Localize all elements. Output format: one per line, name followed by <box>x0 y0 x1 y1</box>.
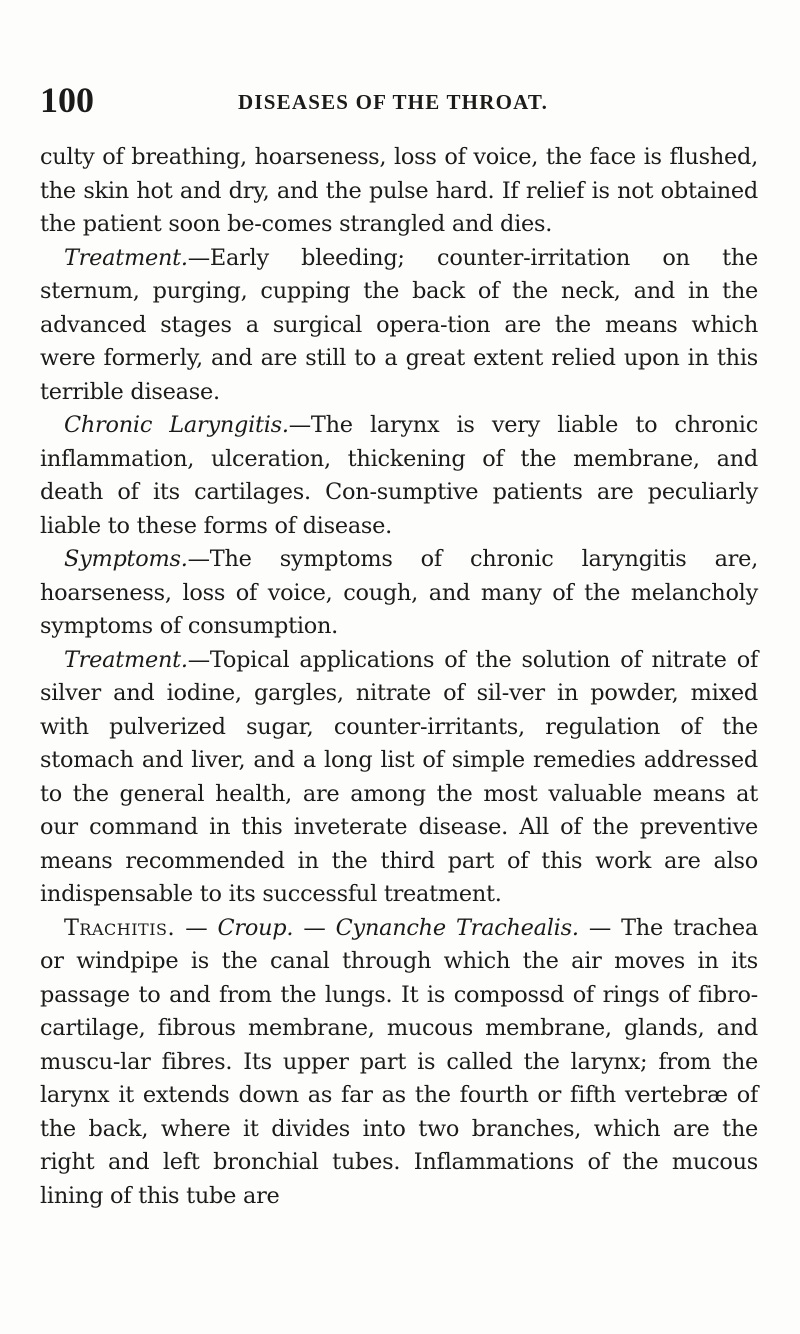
section-heading-treatment: Treatment. <box>64 646 188 673</box>
section-heading-treatment: Treatment. <box>64 244 188 271</box>
paragraph-text: —The symptoms of chronic laryngitis are, hoarseness, loss of voice, cough, and many of the melancholy symptoms of consumption. <box>40 546 758 639</box>
paragraph-chronic-laryngitis <box>40 409 758 543</box>
paragraph-text: —Early bleeding; counter-irritation on the sternum, purging, cupping the back of the neck, and in the advanced stages a surgical opera-tion are the means which were formerly, and are still to a great extent relied upon in this terrible disease. <box>40 244 758 405</box>
paragraph-treatment-chronic <box>40 644 758 912</box>
section-heading-croup: Croup. <box>217 914 294 941</box>
section-heading-cynanche-trachealis: Cynanche Trachealis. <box>335 914 579 941</box>
page-number: 100 <box>40 80 94 120</box>
paragraph-text: culty of breathing, hoarseness, loss of voice, the face is flushed, the skin hot and dry, and the pulse hard. If relief is not obtained the patient soon be-comes strangled and dies. <box>40 144 758 237</box>
section-heading-chronic-laryngitis: Chronic Laryngitis. <box>64 412 289 438</box>
paragraph-symptoms-chronic <box>40 543 758 644</box>
paragraph-text: —The larynx is very liable to chronic inflammation, ulceration, thickening of the membrane, and death of its cartilages. Con-sumptive patients are peculiarly liable to these forms of disease. <box>40 412 758 539</box>
section-heading-symptoms: Symptoms. <box>64 546 188 572</box>
section-heading-trachitis: Trachitis. <box>64 914 176 941</box>
heading-separator: — <box>175 914 218 941</box>
paragraph-symptoms-continued <box>40 141 758 242</box>
heading-separator: — <box>293 914 336 941</box>
paragraph-text: —Topical applications of the solution of nitrate of silver and iodine, gargles, nitrate of sil-ver in powder, mixed with pulverized sugar, counter-irritants, regulation of the stomach and liver, and a long list of simple remedies addressed to the general health, are among the most valuable means at our command in this inveterate disease. All of the preventive means recommended in the third part of this work are also indispensable to its successful treatment. <box>40 646 758 907</box>
paragraph-trachitis <box>40 912 758 1214</box>
body-text <box>40 141 758 1213</box>
running-head: DISEASES OF THE THROAT. <box>238 90 549 114</box>
paragraph-text: — The trachea or windpipe is the canal through which the air moves in its passage to and from the lungs. It is compossd of rings of fibro-cartilage, fibrous membrane, mucous membrane, glands, and muscu-lar fibres. Its upper part is called the larynx; from the larynx it extends down as far as the fourth or fifth vertebræ of the back, where it divides into two branches, which are the right and left bronchial tubes. Inflammations of the mucous lining of this tube are <box>40 914 758 1209</box>
paragraph-treatment-acute <box>40 242 758 410</box>
page-header <box>40 78 760 128</box>
